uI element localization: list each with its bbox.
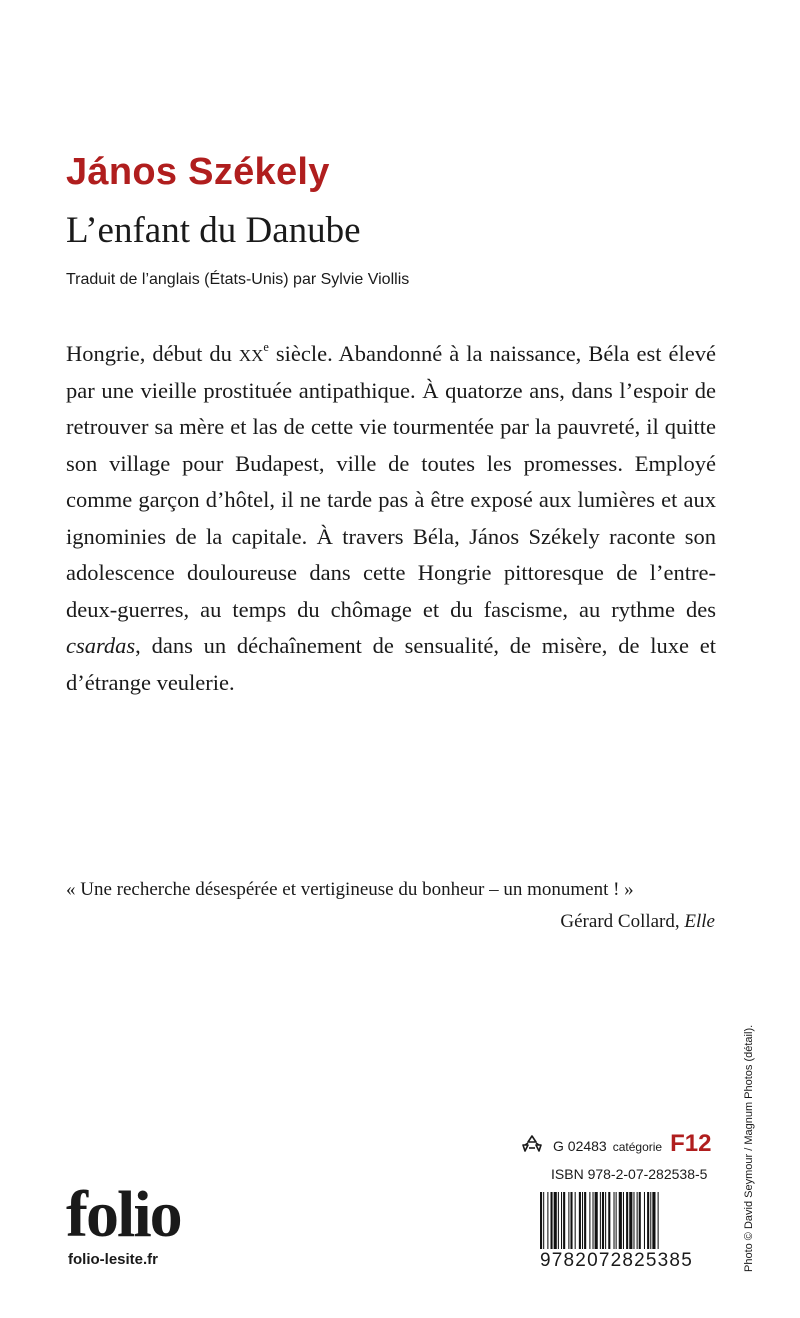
quote-text: « Une recherche désespérée et vertigineuse du bonheur – un monument ! »: [66, 879, 634, 900]
barcode-bar: [582, 1192, 583, 1250]
barcode-bar: [602, 1192, 604, 1256]
translator-credit: Traduit de l’anglais (États-Unis) par Sylvie Viollis: [66, 271, 410, 288]
barcode-bar: [614, 1192, 615, 1250]
barcode-bar: [579, 1192, 581, 1250]
barcode-bar: [554, 1192, 557, 1250]
barcode-bar: [626, 1192, 628, 1250]
barcode-bar: [584, 1192, 586, 1250]
barcode-bar: [568, 1192, 569, 1250]
barcode-digits: 9782072825385: [540, 1249, 722, 1270]
quote-attribution: [66, 906, 721, 938]
barcode-bar: [629, 1192, 632, 1250]
recycle-icon: [519, 1135, 545, 1153]
barcode-bar: [595, 1192, 598, 1250]
barcode-bar: [563, 1192, 565, 1250]
barcode-bar: [551, 1192, 553, 1250]
barcode-bar: [637, 1192, 638, 1250]
photo-credit: Photo © David Seymour / Magnum Photos (détail).: [743, 1024, 755, 1272]
barcode-bar: [650, 1192, 651, 1250]
barcode-bar: [543, 1192, 544, 1256]
isbn-text: ISBN 978-2-07-282538-5: [551, 1166, 708, 1182]
barcode-bar: [647, 1192, 649, 1250]
quote-author: Gérard Collard,: [560, 911, 685, 932]
barcode-bar: [633, 1192, 634, 1250]
barcode-bar: [616, 1192, 617, 1250]
blurb-century: xx: [238, 341, 264, 367]
category-label: catégorie: [612, 1140, 663, 1154]
author-name: János Székely: [66, 151, 330, 193]
barcode-bar: [605, 1192, 606, 1250]
barcode-bar: [658, 1192, 659, 1256]
barcode-bar: [619, 1192, 622, 1250]
blurb-text-2: siècle. Abandonné à la naissance, Béla est élevé par une vieille prostituée antipathique. À quatorze ans, dans l’espoir de retrouver sa mère et las de cette vie tourmentée par la pauvreté, il quitte son village pour Budapest, ville de toutes les promesses. Employé comme garçon d’hôtel, il ne tarde pas à être exposé aux lumières et aux ignominies de la capitale. À travers Béla, János Székely raconte son adolescence douloureuse dans cette Hongrie pittoresque de l’entre-deux-guerres, au temps du chômage et du fascisme, au rythme des: [66, 341, 717, 622]
barcode-bar: [652, 1192, 655, 1250]
product-code-line: [519, 1132, 721, 1156]
barcode-bar: [561, 1192, 562, 1250]
barcode-bar: [600, 1192, 601, 1256]
blurb-paragraph: [66, 336, 716, 701]
blurb-text-3: , dans un déchaînement de sensualité, de misère, de luxe et d’étrange veulerie.: [66, 633, 716, 695]
product-code: G 02483: [553, 1138, 607, 1154]
blurb-text-1: Hongrie, début du: [66, 341, 239, 366]
publisher-logo: folio: [66, 1178, 181, 1251]
barcode-bar: [608, 1192, 610, 1250]
barcode: [540, 1192, 722, 1256]
blurb-century-sup: e: [263, 340, 269, 355]
press-quote: [66, 874, 721, 938]
quote-source: Elle: [684, 911, 715, 932]
book-title: L’enfant du Danube: [66, 210, 361, 251]
barcode-bar: [540, 1192, 542, 1256]
barcode-bar: [639, 1192, 641, 1250]
barcode-bar: [623, 1192, 624, 1250]
barcode-bar: [593, 1192, 594, 1250]
publisher-site: folio-lesite.fr: [68, 1251, 159, 1268]
barcode-bar: [575, 1192, 576, 1250]
barcode-bar: [547, 1192, 548, 1250]
barcode-bar: [558, 1192, 559, 1250]
price-code: F12: [670, 1130, 712, 1157]
barcode-bar: [570, 1192, 572, 1250]
barcode-bar: [644, 1192, 645, 1250]
blurb-italic-word: csardas: [66, 633, 136, 658]
barcode-bar: [589, 1192, 590, 1250]
